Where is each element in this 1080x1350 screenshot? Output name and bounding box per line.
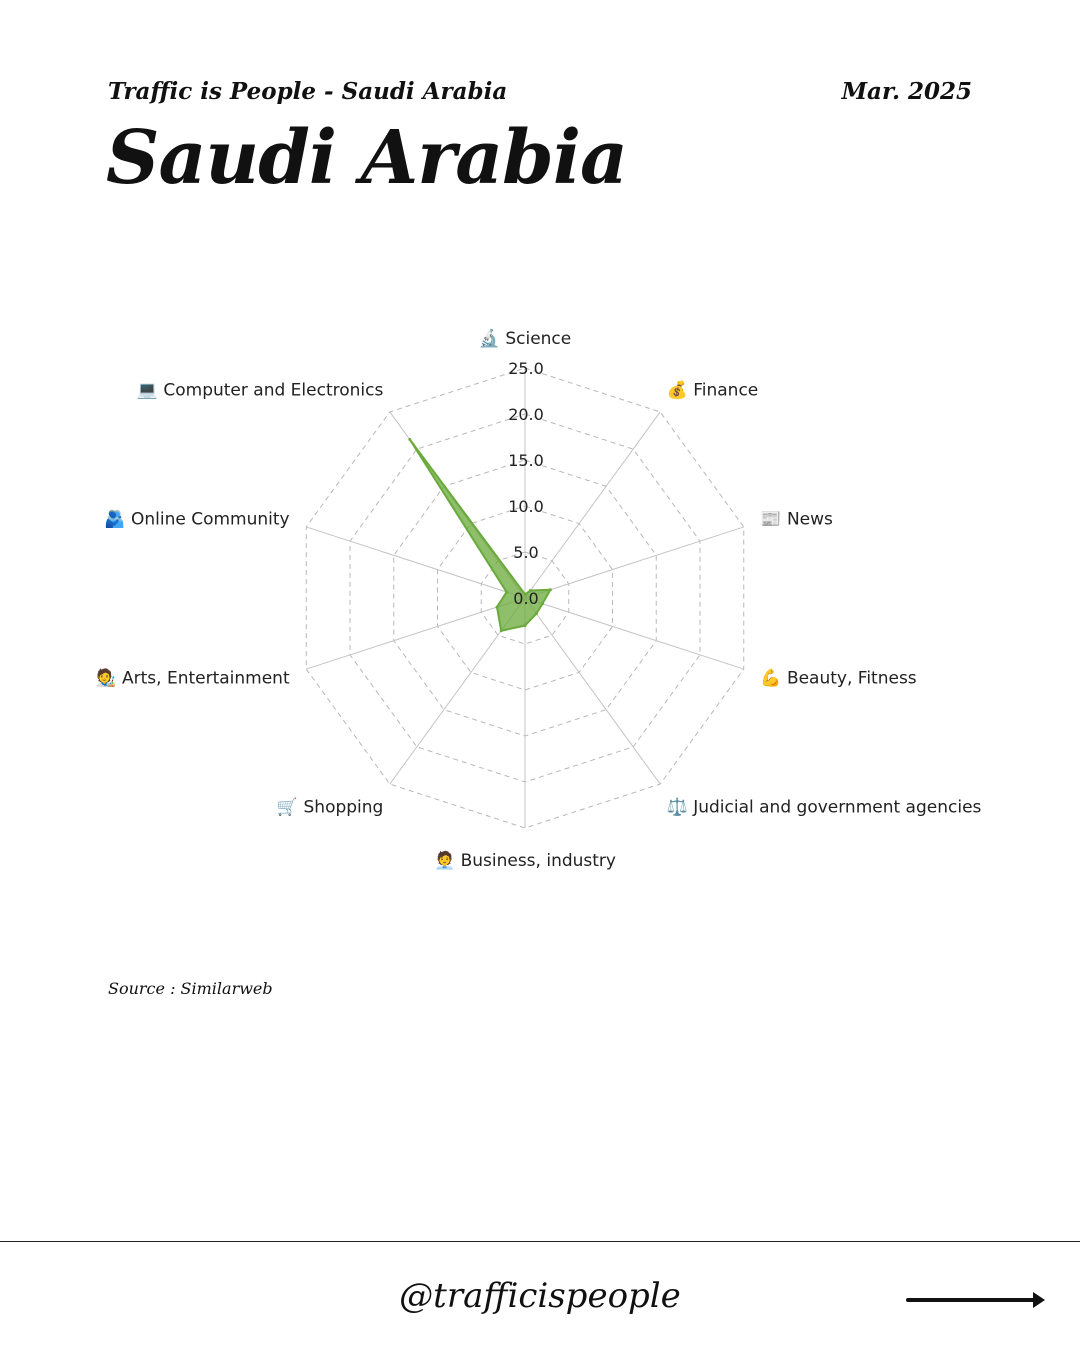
axis-spoke xyxy=(525,412,660,598)
page-title: Saudi Arabia xyxy=(106,115,627,201)
artist-icon: 🧑‍🎨 xyxy=(95,668,123,689)
data-point xyxy=(408,438,411,441)
category-label xyxy=(667,379,759,400)
category-label-text: Beauty, Fitness xyxy=(786,668,917,689)
category-label-text: Finance xyxy=(693,380,759,401)
r-tick-label: 5.0 xyxy=(513,543,539,562)
money-bag-icon: 💰 xyxy=(666,380,694,401)
data-point xyxy=(535,612,538,615)
data-point xyxy=(500,629,503,632)
r-tick-label: 10.0 xyxy=(508,497,544,516)
data-point xyxy=(541,602,544,605)
source-note: Source : Similarweb xyxy=(108,979,273,998)
category-label-text: News xyxy=(786,509,833,530)
category-label-text: Shopping xyxy=(303,797,384,818)
shopping-cart-icon: 🛒 xyxy=(276,797,304,818)
category-label xyxy=(760,509,833,529)
microscope-icon: 🔬 xyxy=(478,329,506,349)
office-worker-icon: 🧑‍💼 xyxy=(434,851,461,871)
data-point xyxy=(505,591,508,594)
category-label-text: Judicial and government agencies xyxy=(693,797,982,818)
report-date: Mar. 2025 xyxy=(841,78,972,105)
category-label-text: Computer and Electronics xyxy=(163,380,384,401)
category-label-text: Science xyxy=(505,329,572,349)
newspaper-icon: 📰 xyxy=(760,509,787,530)
axis-spoke xyxy=(525,598,744,669)
social-handle: @trafficispeople xyxy=(399,1276,681,1316)
category-label xyxy=(104,508,289,529)
series-title: Traffic is People - Saudi Arabia xyxy=(108,78,508,105)
axis-spoke xyxy=(306,598,525,669)
footer-divider xyxy=(0,1241,1080,1242)
category-label xyxy=(277,797,383,818)
r-tick-label: 15.0 xyxy=(508,451,544,470)
people-hugging-icon: 🫂 xyxy=(104,509,131,530)
category-label xyxy=(479,328,571,349)
data-point xyxy=(524,624,527,627)
balance-scale-icon: ⚖️ xyxy=(666,797,694,818)
r-tick-label: 20.0 xyxy=(508,405,544,424)
r-tick-label: 0.0 xyxy=(513,589,539,608)
axis-spoke xyxy=(525,598,660,784)
category-label xyxy=(95,668,290,689)
data-point xyxy=(496,606,499,609)
category-label xyxy=(434,850,616,871)
laptop-icon: 💻 xyxy=(136,380,164,401)
category-label xyxy=(137,380,384,400)
right-arrow-icon[interactable] xyxy=(906,1288,1048,1312)
category-label xyxy=(760,668,916,689)
category-label-text: Online Community xyxy=(130,509,290,530)
category-label xyxy=(667,797,982,818)
r-tick-label: 25.0 xyxy=(508,359,544,378)
category-label-text: Arts, Entertainment xyxy=(122,668,290,689)
data-point xyxy=(549,588,552,591)
flexed-biceps-icon: 💪 xyxy=(760,668,787,689)
axis-spoke xyxy=(525,527,744,598)
category-label-text: Business, industry xyxy=(460,851,616,871)
